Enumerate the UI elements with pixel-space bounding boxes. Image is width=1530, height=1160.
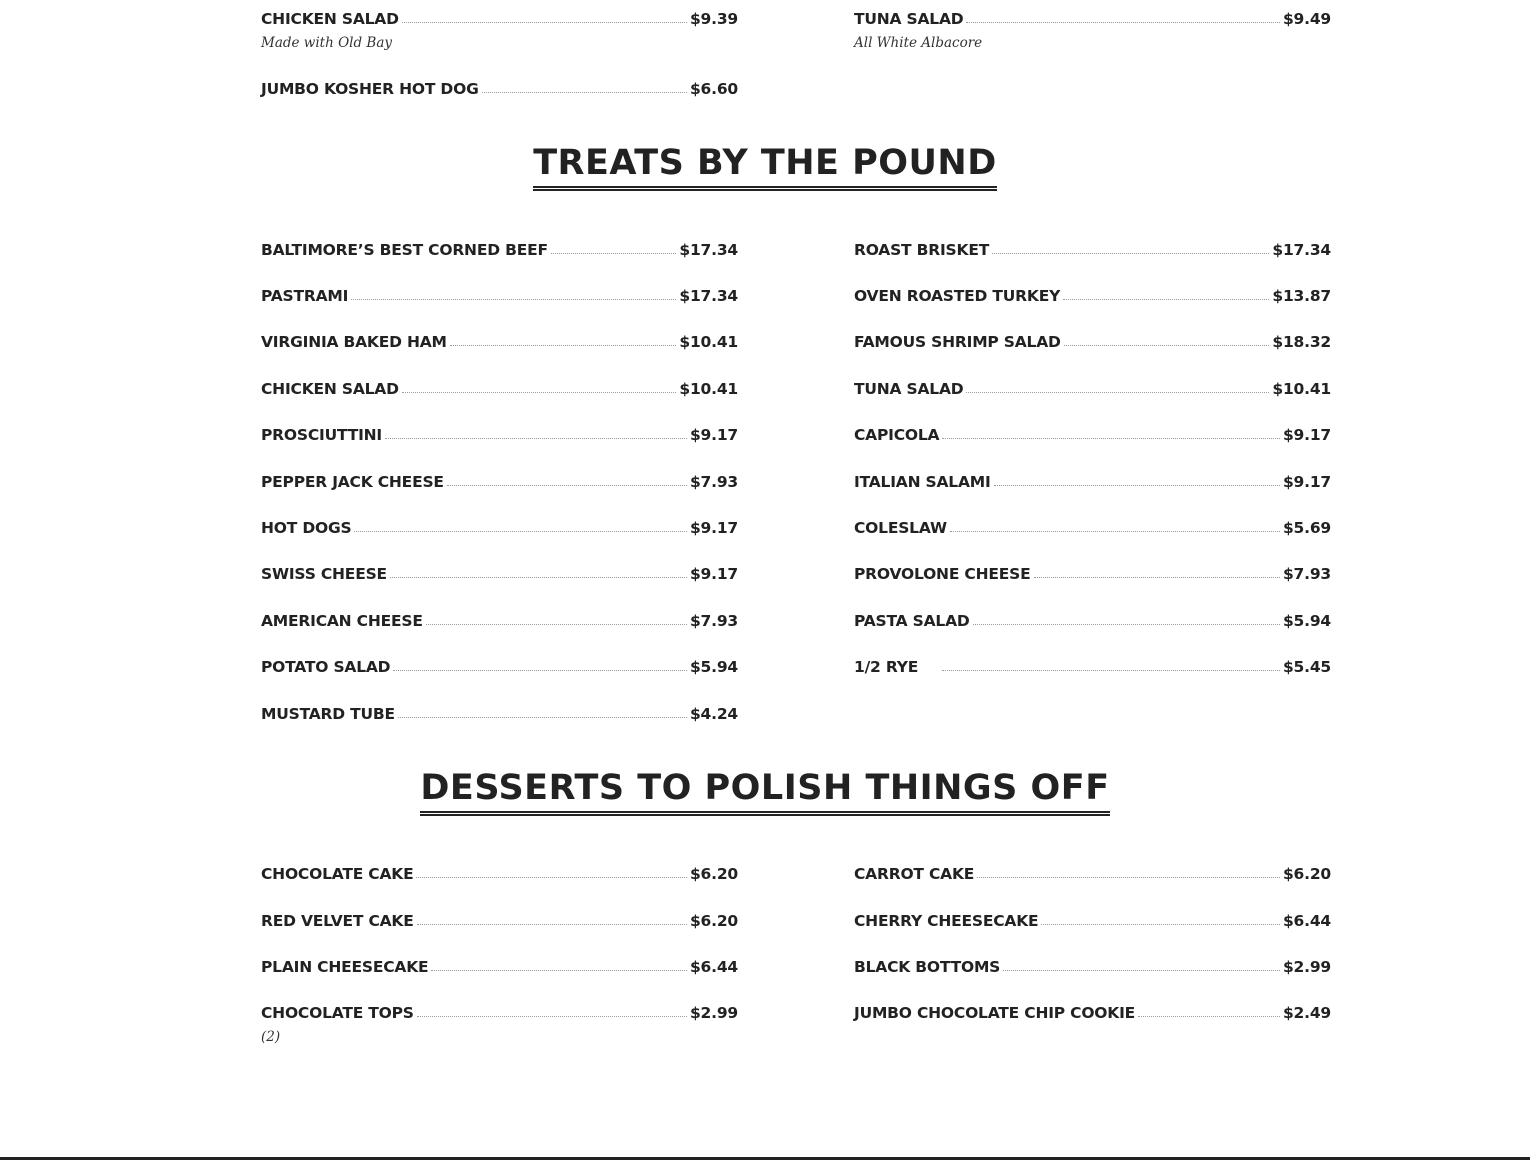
menu-item-price: $17.34 (1272, 241, 1331, 259)
menu-item (854, 10, 1331, 51)
menu-item-price: $9.17 (1282, 473, 1331, 491)
menu-item (854, 912, 1331, 934)
menu-item-price: $17.34 (679, 287, 738, 305)
dotted-leader (992, 253, 1269, 254)
dotted-leader (402, 392, 677, 393)
menu-item-row (854, 912, 1331, 934)
menu-item-name: COLESLAW (854, 519, 947, 537)
menu-item-price: $6.60 (689, 80, 738, 98)
menu-item (261, 519, 738, 541)
section-title: TREATS BY THE POUND (533, 142, 997, 191)
dotted-leader (966, 22, 1280, 23)
menu-item-name: BLACK BOTTOMS (854, 958, 1001, 976)
dotted-leader (447, 485, 687, 486)
menu-item-row (261, 658, 738, 680)
menu-item (854, 612, 1331, 634)
menu-item (261, 380, 738, 402)
menu-item-price: $9.49 (1282, 10, 1331, 28)
dotted-leader (1003, 970, 1280, 971)
menu-item-row (261, 241, 738, 263)
menu-item-name: CHOCOLATE TOPS (261, 1004, 414, 1022)
menu-item-name: SWISS CHEESE (261, 565, 387, 583)
dotted-leader (1063, 299, 1269, 300)
menu-item-row (854, 519, 1331, 541)
menu-item-price: $6.44 (1282, 912, 1331, 930)
menu-item-name: CARROT CAKE (854, 865, 975, 883)
menu-item-price: $5.45 (1282, 658, 1331, 676)
dotted-leader (417, 924, 687, 925)
menu-item-row (261, 287, 738, 309)
menu-item-row (261, 10, 738, 32)
menu-item-price: $9.17 (1282, 426, 1331, 444)
menu-item (854, 241, 1331, 263)
menu-item-name: PASTRAMI (261, 287, 349, 305)
menu-item (261, 10, 738, 51)
menu-item-name: TUNA SALAD (854, 380, 964, 398)
menu-item-row (854, 287, 1331, 309)
menu-item (854, 426, 1331, 448)
dotted-leader (942, 438, 1280, 439)
menu-item-row (261, 565, 738, 587)
menu-item-row (261, 958, 738, 980)
menu-item-name: PASTA SALAD (854, 612, 970, 630)
menu-item-row (261, 380, 738, 402)
menu-item-name: CHERRY CHEESECAKE (854, 912, 1039, 930)
menu-item-price: $5.94 (689, 658, 738, 676)
menu-item-price: $6.20 (689, 912, 738, 930)
dotted-leader (393, 670, 687, 671)
menu-item-name: PROVOLONE CHEESE (854, 565, 1031, 583)
menu-item-name: HOT DOGS (261, 519, 352, 537)
menu-item-price: $6.20 (1282, 865, 1331, 883)
dotted-leader (942, 670, 1280, 671)
menu-item-price: $6.20 (689, 865, 738, 883)
menu-item-name: JUMBO KOSHER HOT DOG (261, 80, 479, 98)
dotted-leader (950, 531, 1280, 532)
dotted-leader (390, 577, 687, 578)
menu-item-row (261, 333, 738, 355)
menu-item-name: CHICKEN SALAD (261, 10, 399, 28)
dotted-leader (416, 877, 686, 878)
menu-item-name: OVEN ROASTED TURKEY (854, 287, 1061, 305)
menu-item-price: $13.87 (1272, 287, 1331, 305)
menu-item-name: MUSTARD TUBE (261, 705, 395, 723)
menu-item-name: 1/2 RYE (854, 658, 919, 676)
menu-item (854, 658, 1331, 680)
menu-item-price: $18.32 (1272, 333, 1331, 351)
menu-item-name: FAMOUS SHRIMP SALAD (854, 333, 1061, 351)
dotted-leader (1138, 1016, 1280, 1017)
menu-item-row (261, 473, 738, 495)
dotted-leader (994, 485, 1280, 486)
dotted-leader (402, 22, 687, 23)
menu-item (854, 565, 1331, 587)
menu-item-price: $10.41 (679, 380, 738, 398)
menu-item-row (854, 612, 1331, 634)
dotted-leader (398, 717, 687, 718)
menu-item (854, 333, 1331, 355)
menu-item-price: $4.24 (689, 705, 738, 723)
menu-item (854, 1004, 1331, 1026)
menu-item-row (854, 1004, 1331, 1026)
menu-item-row (261, 865, 738, 887)
dotted-leader (551, 253, 677, 254)
menu-item-row (854, 10, 1331, 32)
section-heading (0, 142, 1530, 191)
menu-item (261, 473, 738, 495)
menu-item-name: ROAST BRISKET (854, 241, 990, 259)
menu-item-price: $10.41 (1272, 380, 1331, 398)
menu-item-row (854, 333, 1331, 355)
menu-item-price: $2.49 (1282, 1004, 1331, 1022)
menu-item-name: PROSCIUTTINI (261, 426, 382, 444)
menu-item (261, 705, 738, 727)
menu-item-row (854, 473, 1331, 495)
menu-item-name: VIRGINIA BAKED HAM (261, 333, 447, 351)
menu-item-name: JUMBO CHOCOLATE CHIP COOKIE (854, 1004, 1136, 1022)
menu-item-price: $7.93 (1282, 565, 1331, 583)
menu-item-name: POTATO SALAD (261, 658, 391, 676)
menu-item (854, 380, 1331, 402)
menu-item (261, 333, 738, 355)
menu-item (261, 865, 738, 887)
menu-item-name: CHOCOLATE CAKE (261, 865, 414, 883)
menu-item-price: $2.99 (1282, 958, 1331, 976)
dotted-leader (966, 392, 1269, 393)
menu-item-row (854, 658, 1331, 680)
menu-item (261, 912, 738, 934)
menu-item-description: All White Albacore (854, 35, 983, 51)
menu-item-price: $6.44 (689, 958, 738, 976)
menu-item-row (261, 705, 738, 727)
menu-item-row (261, 519, 738, 541)
menu-item-name: TUNA SALAD (854, 10, 964, 28)
menu-item (261, 426, 738, 448)
menu-item-price: $10.41 (679, 333, 738, 351)
dotted-leader (973, 624, 1280, 625)
menu-item-name: ITALIAN SALAMI (854, 473, 991, 491)
menu-item-name: BALTIMORE’S BEST CORNED BEEF (261, 241, 548, 259)
dotted-leader (417, 1016, 687, 1017)
menu-item-price: $17.34 (679, 241, 738, 259)
menu-item-row (261, 426, 738, 448)
dotted-leader (431, 970, 687, 971)
menu-item-name: CHICKEN SALAD (261, 380, 399, 398)
menu-item-row (854, 426, 1331, 448)
menu-item (261, 1004, 738, 1045)
dotted-leader (1041, 924, 1280, 925)
menu-item-price: $7.93 (689, 473, 738, 491)
section-title: DESSERTS TO POLISH THINGS OFF (420, 767, 1109, 816)
menu-item-name: CAPICOLA (854, 426, 940, 444)
section-heading (0, 767, 1530, 816)
dotted-leader (450, 345, 677, 346)
menu-item-price: $2.99 (689, 1004, 738, 1022)
menu-item-row (854, 958, 1331, 980)
menu-item-row (854, 865, 1331, 887)
menu-item-row (261, 1004, 738, 1026)
menu-item-description: Made with Old Bay (261, 35, 392, 51)
menu-item (854, 287, 1331, 309)
dotted-leader (385, 438, 687, 439)
menu-item (261, 958, 738, 980)
menu-item-price: $5.69 (1282, 519, 1331, 537)
menu-item-row (854, 241, 1331, 263)
menu-item-price: $9.17 (689, 426, 738, 444)
dotted-leader (1034, 577, 1280, 578)
dotted-leader (426, 624, 687, 625)
menu-item (261, 241, 738, 263)
menu-item-price: $9.17 (689, 565, 738, 583)
menu-item (854, 519, 1331, 541)
menu-item (261, 612, 738, 634)
menu-item (261, 80, 738, 102)
menu-item-row (854, 565, 1331, 587)
dotted-leader (1064, 345, 1270, 346)
menu-item (261, 565, 738, 587)
menu-item-name: RED VELVET CAKE (261, 912, 414, 930)
dotted-leader (482, 92, 687, 93)
menu-item-price: $9.39 (689, 10, 738, 28)
menu-item-row (261, 80, 738, 102)
menu-item-row (261, 612, 738, 634)
menu-item (854, 473, 1331, 495)
menu-item-row (261, 912, 738, 934)
menu-item-price: $7.93 (689, 612, 738, 630)
menu-item (261, 287, 738, 309)
menu-item-name: PEPPER JACK CHEESE (261, 473, 444, 491)
dotted-leader (977, 877, 1280, 878)
menu-item (854, 865, 1331, 887)
menu-item-name: AMERICAN CHEESE (261, 612, 423, 630)
menu-item-row (854, 380, 1331, 402)
menu-item-price: $5.94 (1282, 612, 1331, 630)
menu-item-description: (2) (261, 1029, 281, 1045)
dotted-leader (354, 531, 687, 532)
dotted-leader (351, 299, 676, 300)
menu-item (261, 658, 738, 680)
menu-item-price: $9.17 (689, 519, 738, 537)
menu-item (854, 958, 1331, 980)
menu-item-name: PLAIN CHEESECAKE (261, 958, 429, 976)
